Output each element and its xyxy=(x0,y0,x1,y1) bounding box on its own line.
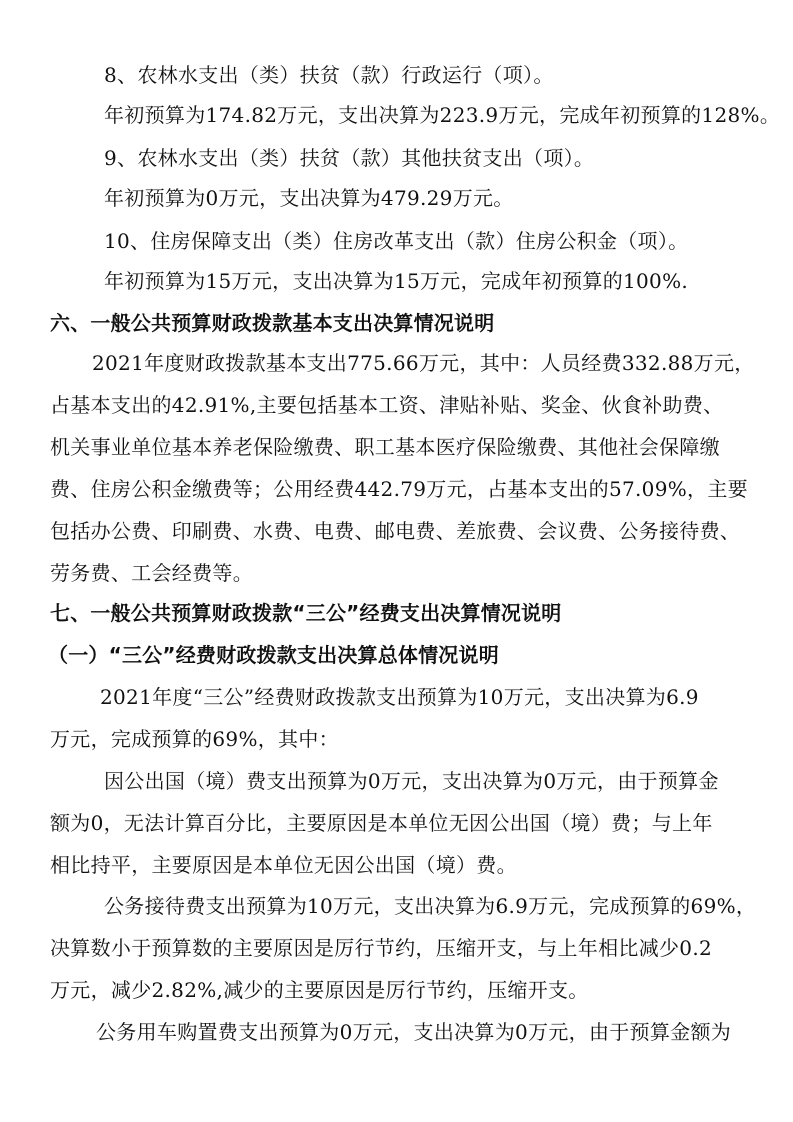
item-8-title: 8、农林水支出（类）扶贫（款）行政运行（项）。 xyxy=(104,63,554,87)
vehicle-paragraph-line: 公务用车购置费支出预算为0万元，支出决算为0万元，由于预算金额为 xyxy=(96,1020,732,1044)
item-9-detail: 年初预算为0万元，支出决算为479.29万元。 xyxy=(104,186,514,210)
section-7-heading: 七、一般公共预算财政拨款“三公”经费支出决算情况说明 xyxy=(50,601,562,625)
overseas-paragraph-line: 因公出国（境）费支出预算为0万元，支出决算为0万元，由于预算金 xyxy=(104,769,719,793)
section-6-paragraph-line: 费、住房公积金缴费等；公用经费442.79万元，占基本支出的57.09%，主要 xyxy=(50,477,748,501)
reception-paragraph-line: 决算数小于预算数的主要原因是厉行节约，压缩开支，与上年相比减少0.2 xyxy=(50,936,713,960)
reception-paragraph-line: 公务接待费支出预算为10万元，支出决算为6.9万元，完成预算的69%， xyxy=(104,894,757,918)
item-10-detail: 年初预算为15万元，支出决算为15万元，完成年初预算的100%. xyxy=(104,269,689,293)
section-6-paragraph-line: 包括办公费、印刷费、水费、电费、邮电费、差旅费、会议费、公务接待费、 xyxy=(50,519,741,543)
reception-paragraph-line: 万元，减少2.82%,减少的主要原因是厉行节约，压缩开支。 xyxy=(50,978,589,1002)
section-6-paragraph-line: 机关事业单位基本养老保险缴费、职工基本医疗保险缴费、其他社会保障缴 xyxy=(50,435,720,459)
overview-paragraph-line: 万元，完成预算的69%，其中： xyxy=(50,727,339,751)
section-6-heading: 六、一般公共预算财政拨款基本支出决算情况说明 xyxy=(50,311,495,335)
overseas-paragraph-line: 相比持平，主要原因是本单位无因公出国（境）费。 xyxy=(50,853,517,877)
section-6-paragraph-line: 2021年度财政拨款基本支出775.66万元，其中：人员经费332.88万元， xyxy=(92,351,755,375)
section-6-paragraph-line: 占基本支出的42.91%,主要包括基本工资、津贴补贴、奖金、伙食补助费、 xyxy=(50,393,724,417)
item-10-title: 10、住房保障支出（类）住房改革支出（款）住房公积金（项）。 xyxy=(104,229,689,253)
overseas-paragraph-line: 额为0，无法计算百分比，主要原因是本单位无因公出国（境）费；与上年 xyxy=(50,811,713,835)
overview-paragraph-line: 2021年度“三公”经费财政拨款支出预算为10万元，支出决算为6.9 xyxy=(100,685,699,709)
section-6-paragraph-line: 劳务费、工会经费等。 xyxy=(50,561,253,585)
subsection-1-heading: （一）“三公”经费财政拨款支出决算总体情况说明 xyxy=(48,643,499,667)
item-9-title: 9、农林水支出（类）扶贫（款）其他扶贫支出（项）。 xyxy=(104,146,595,170)
item-8-detail: 年初预算为174.82万元，支出决算为223.9万元，完成年初预算的128%。 xyxy=(104,103,781,127)
